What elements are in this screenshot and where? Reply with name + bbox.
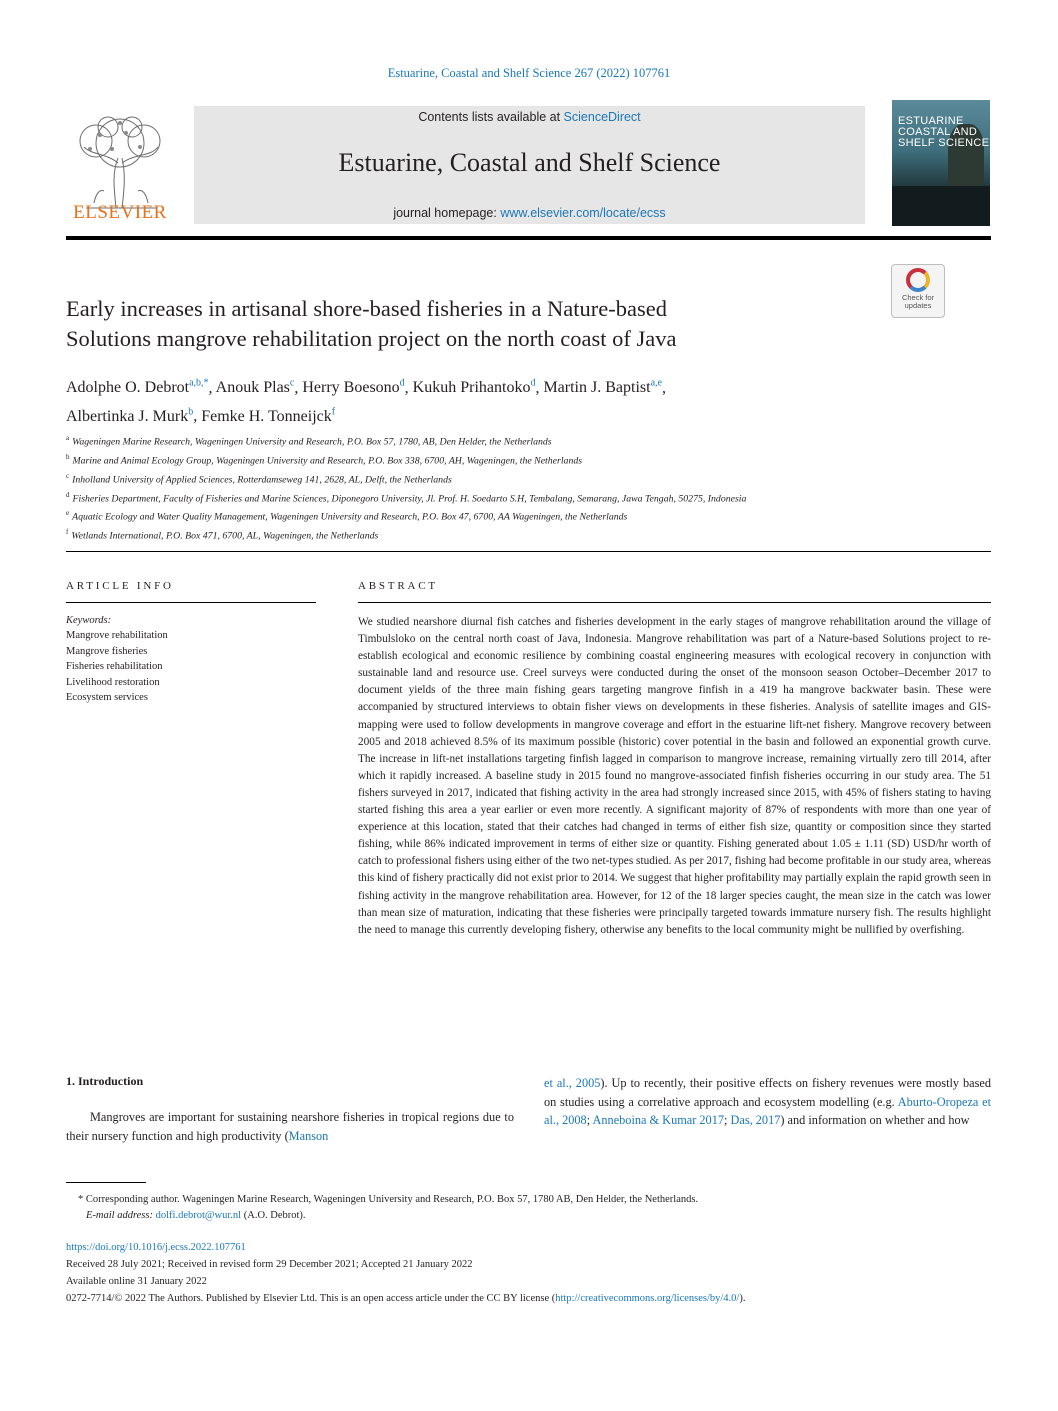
- author[interactable]: [302, 379, 404, 396]
- affiliation-text: Fisheries Department, Faculty of Fisheries and Marine Sciences, Diponegoro University, Jl. Prof. H. Soedarto S.H, Tembalang, Semarang, Jawa Tengah, 50275, Indonesia: [72, 492, 747, 504]
- keyword: Mangrove rehabilitation: [66, 630, 168, 642]
- affiliation-sup: c: [66, 471, 70, 480]
- author-name: Herry Boesono: [302, 379, 400, 397]
- corresponding-author-text: * Corresponding author. Wageningen Marine Research, Wageningen University and Research, P.O. Box 57, 1780 AB, Den Helder, the Netherlands.: [78, 1194, 699, 1205]
- author[interactable]: [413, 379, 536, 396]
- affiliation-text: Wageningen Marine Research, Wageningen University and Research, P.O. Box 57, 1780, AB, Den Helder, the Netherlands: [72, 436, 552, 448]
- cover-title-line-2: COASTAL AND: [898, 126, 978, 138]
- homepage-line: [194, 206, 865, 220]
- article-title: [66, 294, 866, 354]
- article-info-rule: [66, 602, 316, 603]
- citation-separator: ;: [586, 1113, 593, 1127]
- affiliation-text: Inholland University of Applied Sciences, Rotterdamseweg 141, 2628, AL, Delft, the Netherlands: [72, 473, 452, 485]
- citation-link[interactable]: Das, 2017: [730, 1113, 781, 1127]
- keyword: Fisheries rehabilitation: [66, 661, 163, 673]
- citation-link[interactable]: Anneboina & Kumar 2017: [592, 1113, 724, 1127]
- contents-line: [194, 110, 865, 124]
- cover-title-line-1: ESTUARINE: [898, 115, 964, 127]
- intro-right-column: [544, 1074, 991, 1130]
- journal-banner: [194, 106, 865, 224]
- author-name: Albertinka J. Murk: [66, 407, 189, 425]
- affiliation-text: Wetlands International, P.O. Box 471, 6700, AL, Wageningen, the Netherlands: [71, 530, 379, 542]
- affiliation-list: [66, 431, 906, 544]
- intro-text: ) and information on whether and how: [780, 1113, 970, 1127]
- keyword: Livelihood restoration: [66, 676, 160, 688]
- author-affiliation-sup[interactable]: a,b,*: [189, 378, 209, 389]
- journal-cover-image[interactable]: [892, 100, 990, 226]
- license-suffix: ).: [739, 1293, 746, 1304]
- citation-link[interactable]: Aburto-Oropeza et al., 2008: [544, 1094, 991, 1127]
- section-divider: [66, 551, 991, 552]
- author-affiliation-sup[interactable]: d: [530, 378, 536, 389]
- author-separator: ,: [661, 379, 666, 397]
- author-name: Femke H. Tonneijck: [201, 407, 332, 425]
- author[interactable]: [543, 379, 662, 396]
- author-name: Adolphe O. Debrot: [66, 379, 190, 397]
- citation-separator: ;: [724, 1113, 731, 1127]
- author[interactable]: [201, 408, 335, 425]
- author-name: Anouk Plas: [215, 379, 290, 397]
- author-separator: ,: [535, 379, 544, 397]
- affiliation-sup: e: [66, 509, 70, 518]
- crossmark-line-1: Check for: [901, 293, 935, 302]
- author-affiliation-sup[interactable]: b: [188, 406, 194, 418]
- cover-title-line-3: SHELF SCIENCE: [898, 137, 990, 149]
- author-affiliation-sup[interactable]: a,e: [650, 378, 662, 389]
- corresponding-author-footnote: [66, 1192, 991, 1224]
- author[interactable]: [66, 408, 193, 425]
- author-affiliation-sup[interactable]: c: [289, 378, 295, 389]
- crossmark-label: [892, 294, 944, 310]
- author-separator: ,: [404, 379, 413, 397]
- keyword: Mangrove fisheries: [66, 645, 148, 657]
- license-line: [66, 1290, 991, 1307]
- author[interactable]: [66, 379, 209, 396]
- abstract-heading: ABSTRACT: [358, 580, 438, 592]
- cover-sea: [892, 186, 990, 226]
- available-online: Available online 31 January 2022: [66, 1276, 207, 1287]
- email-label: E-mail address:: [86, 1210, 156, 1221]
- sciencedirect-link[interactable]: ScienceDirect: [563, 110, 641, 124]
- author-affiliation-sup[interactable]: d: [399, 378, 405, 389]
- elsevier-wordmark: ELSEVIER: [73, 202, 167, 223]
- article-title-line-2: Solutions mangrove rehabilitation project on the north coast of Java: [66, 326, 677, 351]
- affiliation: [66, 450, 906, 469]
- affiliation: [66, 431, 906, 450]
- introduction-heading: 1. Introduction: [66, 1074, 144, 1088]
- keywords-label: Keywords:: [66, 615, 112, 626]
- crossmark-icon: [906, 268, 930, 292]
- affiliation-sup: a: [66, 434, 70, 442]
- affiliation: [66, 506, 906, 525]
- header-rule: [66, 236, 991, 240]
- affiliation-text: Marine and Animal Ecology Group, Wageningen University and Research, P.O. Box 338, 6700, AH, Wageningen, the Netherlands: [72, 455, 583, 467]
- abstract-text: We studied nearshore diurnal fish catches and fisheries development in the early stages of mangrove rehabilitation around the village of Timbulsloko on the central north coast of Java, Indonesia. Mangrove rehabilitation was part of a Nature-based Solutions project to re-establish ecological and economic resilience by combining coastal engineering measures with ecological recovery in conjunction with sustainable land and resource use. Creel surveys were conducted during the onset of the monsoon season October–December 2017 to document yields of the three main fishing gears targeting mangrove finfish in a 419 ha mangrove backwater basin. These were accompanied by structured interviews to obtain fisher views on developments in these fisheries. Analysis of satellite images and GIS-mapping were used to follow developments in mangrove coverage and effort in the estuarine lift-net fishery. Mangrove recovery between 2005 and 2018 achieved 8.5% of its maximum possible (historic) cover potential in the basin and followed an exponential growth curve. The increase in lift-net installations targeting finfish lagged in comparison to mangrove increase, remaining virtually zero till 2014, after which it rapidly increased. A baseline study in 2015 found no mangrove-associated finfish fisheries occurring in our study area. The 51 fishers surveyed in 2017, indicated that fishing activity in the area had strongly increased since 2015, with 45% of fishers stating to having started fishing this area a year earlier or even more recently. A significant majority of 87% of respondents with more than one year of experience at this location, stated that their catches had changed in terms of either fish size, quantity or composition since they started fishing, while 86% indicated improvement in terms of either size or quantity. Fishing generated about 1.05 ± 1.11 (SD) USD/hr worth of catch to professional fishers using either of the two net-types studied. As per 2017, fishing had become profitable in our study area, whereas this kind of fishery practically did not exist prior to 2014. We suggest that higher profitability may partially explain the rapid growth seen in fishing activity in the mangrove rehabilitation area. However, for 12 of the 18 larger species caught, the mean size in the catch was lower than mean size of maturation, indicating that these fisheries were principally targeted towards immature nursery fish. The results highlight the need to manage this currently developing fishery, otherwise any benefits to the local community might be nullified by overfishing.: [358, 616, 991, 936]
- email-line: [66, 1208, 991, 1224]
- article-title-line-1: Early increases in artisanal shore-based fisheries in a Nature-based: [66, 296, 667, 321]
- author-list: [66, 372, 946, 429]
- author-name: Martin J. Baptist: [543, 379, 651, 397]
- author-separator: ,: [294, 379, 303, 397]
- cover-title: [898, 116, 989, 149]
- keywords-block: [66, 613, 316, 705]
- email-suffix: (A.O. Debrot).: [241, 1210, 306, 1221]
- author-name: Kukuh Prihantoko: [412, 379, 531, 397]
- homepage-link[interactable]: www.elsevier.com/locate/ecss: [500, 206, 666, 220]
- author-separator: ,: [208, 379, 216, 397]
- contents-prefix: Contents lists available at: [418, 110, 564, 124]
- journal-name: Estuarine, Coastal and Shelf Science: [338, 148, 721, 177]
- article-metadata: [66, 1239, 991, 1307]
- affiliation-sup: f: [66, 528, 69, 537]
- license-prefix: 0272-7714/© 2022 The Authors. Published by Elsevier Ltd. This is an open access article under the CC BY license (: [66, 1293, 556, 1304]
- homepage-prefix: journal homepage:: [393, 206, 501, 220]
- keyword: Ecosystem services: [66, 692, 148, 704]
- author-separator: ,: [193, 407, 202, 425]
- citation-link[interactable]: Manson: [288, 1128, 329, 1143]
- author[interactable]: [216, 379, 295, 396]
- affiliation-sup: d: [66, 490, 70, 499]
- abstract-rule: [358, 602, 991, 603]
- intro-text: ). Up to recently, their positive effects on fishery revenues were mostly based on studies using a correlative approach and ecosystem modelling (e.g.: [544, 1076, 992, 1109]
- crossmark-line-2: updates: [904, 301, 932, 310]
- article-info-heading: ARTICLE INFO: [66, 580, 174, 592]
- email-link[interactable]: dolfi.debrot@wur.nl: [155, 1210, 242, 1221]
- footnote-rule: [66, 1182, 146, 1183]
- affiliation: [66, 525, 906, 544]
- check-for-updates-badge[interactable]: [891, 264, 945, 318]
- doi-link[interactable]: https://doi.org/10.1016/j.ecss.2022.107761: [66, 1242, 246, 1253]
- intro-left-column: [66, 1108, 514, 1145]
- journal-reference[interactable]: Estuarine, Coastal and Shelf Science 267 (2022) 107761: [387, 66, 671, 80]
- intro-text: Mangroves are important for sustaining nearshore fisheries in tropical regions due to their nursery function and high productivity (: [66, 1110, 514, 1143]
- author-affiliation-sup[interactable]: f: [331, 406, 336, 418]
- affiliation-text: Aquatic Ecology and Water Quality Management, Wageningen University and Research, P.O. Box 47, 6700, AA Wageningen, the Netherlands: [72, 511, 628, 523]
- citation-link[interactable]: et al., 2005: [544, 1076, 601, 1090]
- affiliation: [66, 488, 906, 507]
- received-dates: Received 28 July 2021; Received in revised form 29 December 2021; Accepted 21 January 2022: [66, 1259, 473, 1270]
- license-link[interactable]: http://creativecommons.org/licenses/by/4.0/: [555, 1293, 740, 1304]
- journal-header: [66, 98, 991, 228]
- affiliation-sup: b: [66, 452, 70, 461]
- affiliation: [66, 469, 906, 488]
